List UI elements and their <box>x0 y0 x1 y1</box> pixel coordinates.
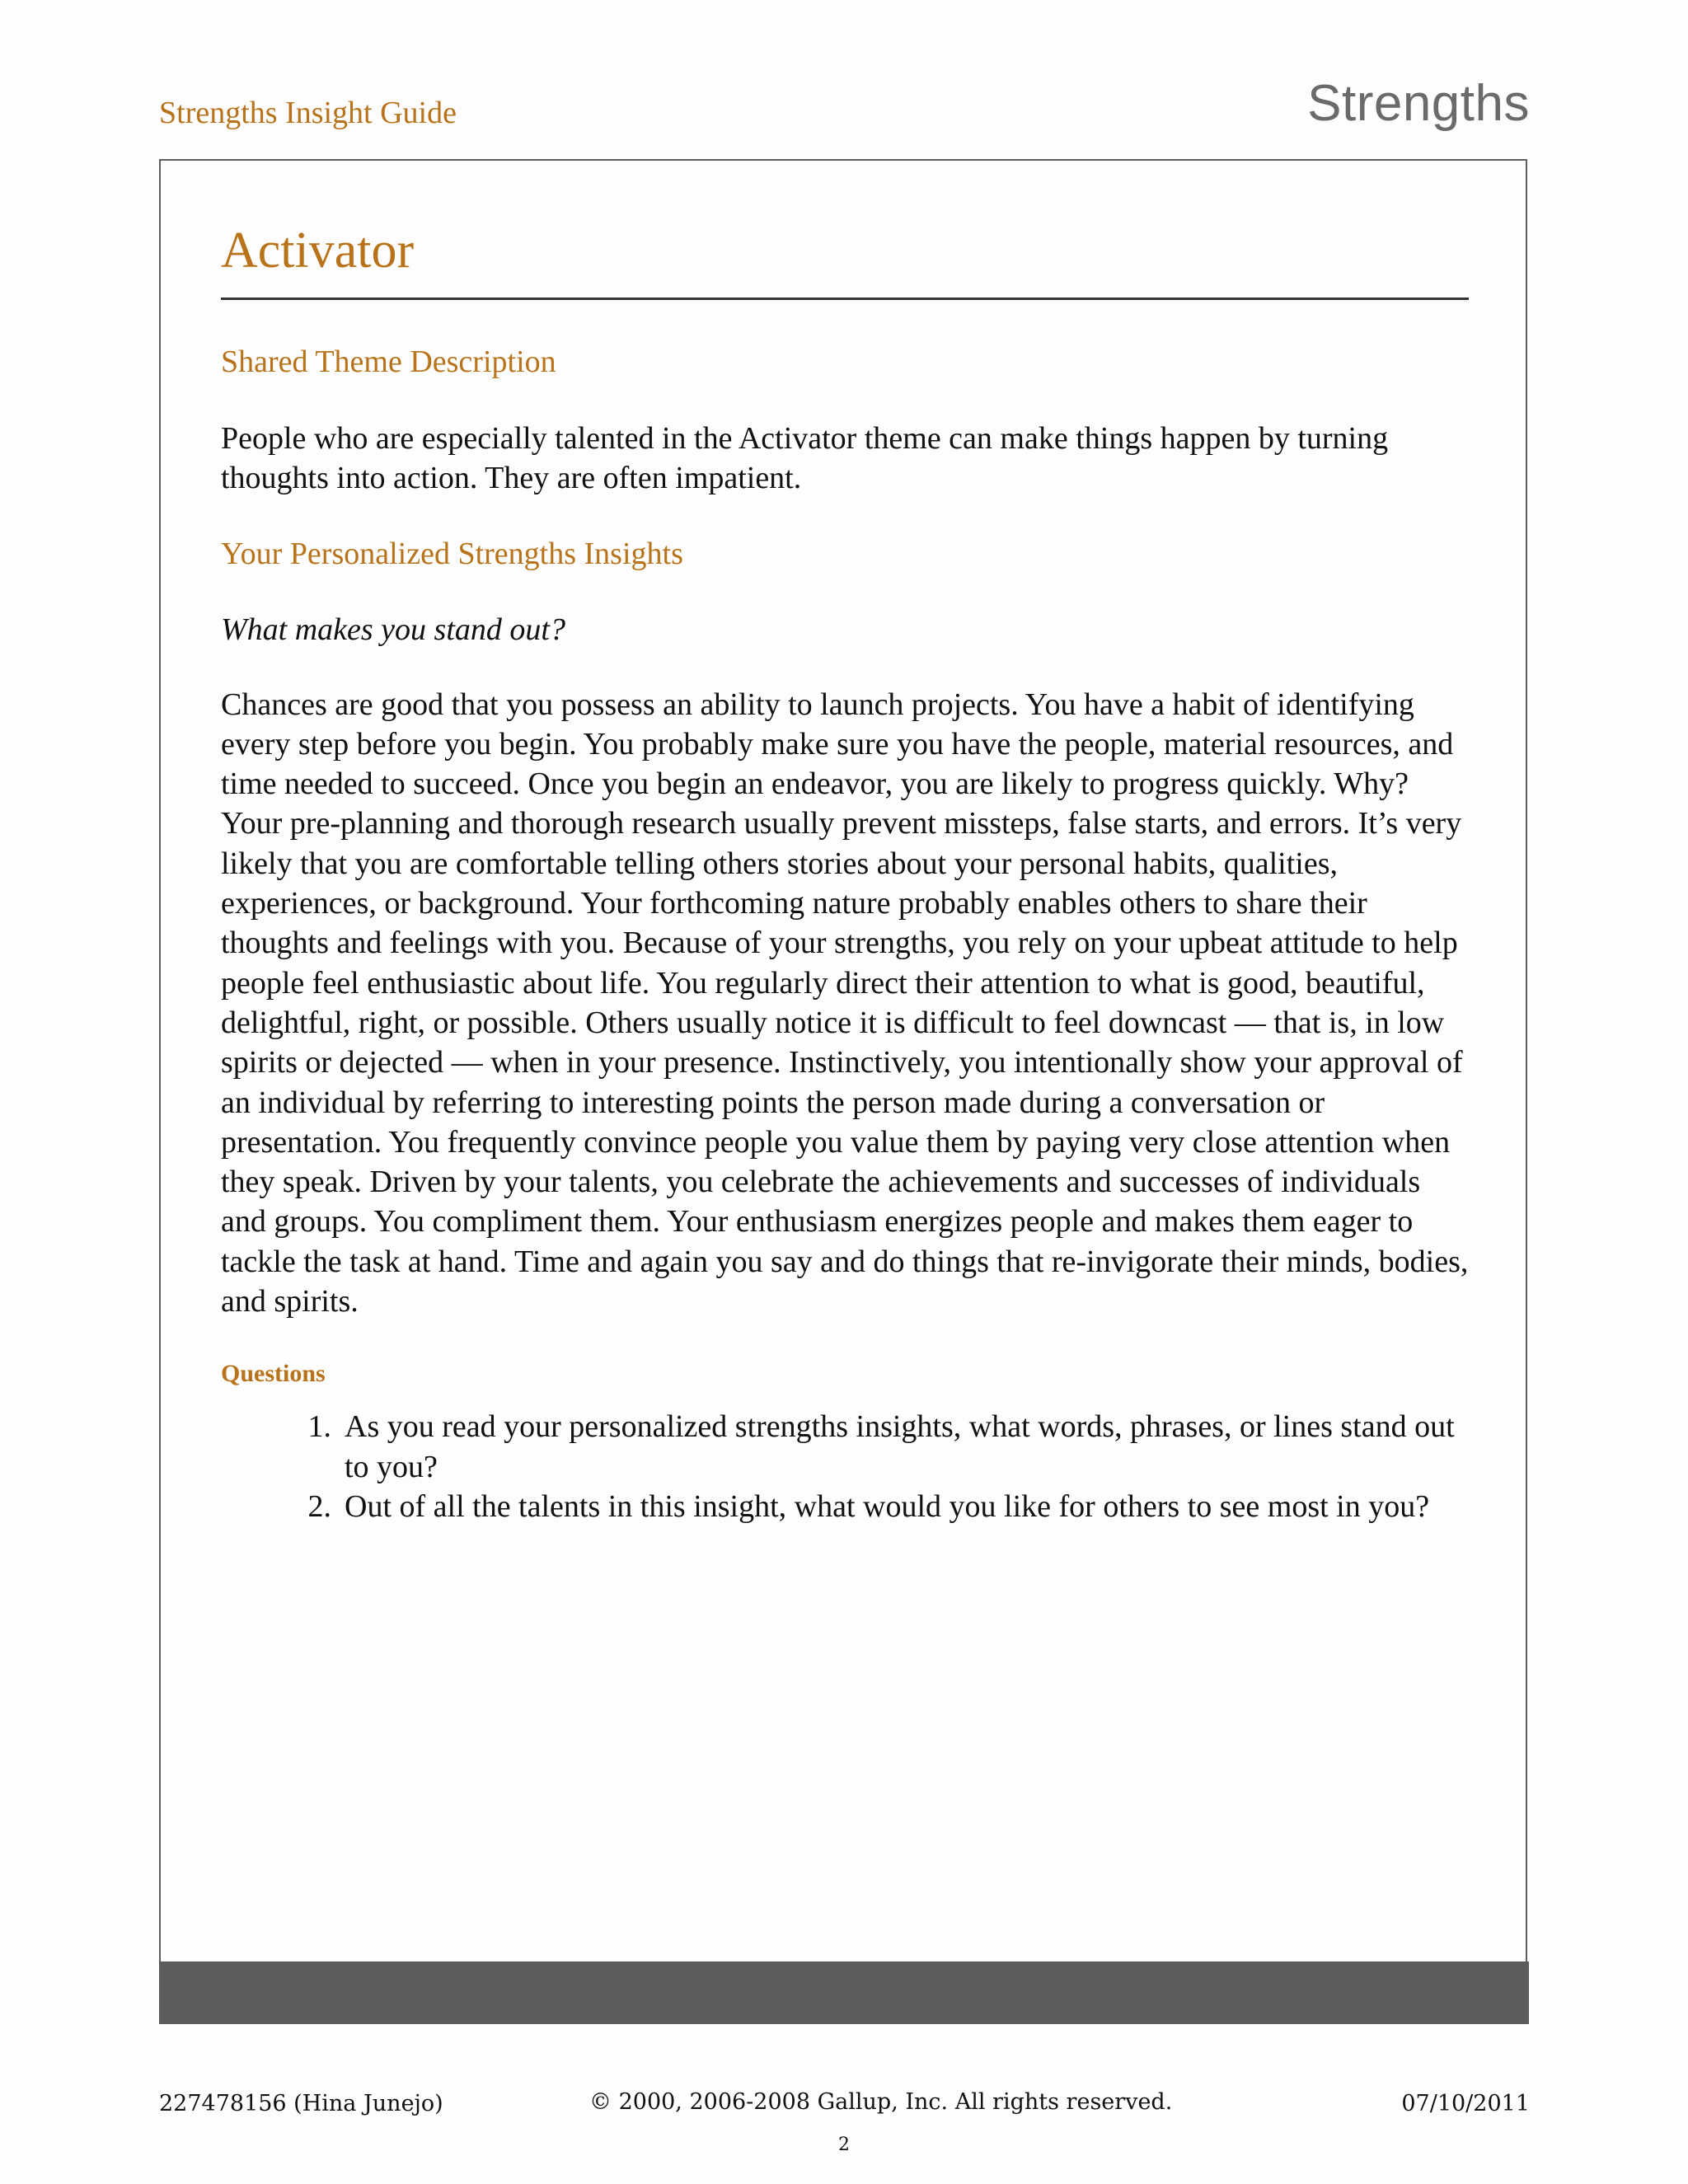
question-text: Out of all the talents in this insight, what would you like for others to see most in you? <box>345 1488 1430 1524</box>
insights-heading: Your Personalized Strengths Insights <box>221 536 683 571</box>
title-divider <box>221 298 1469 300</box>
question-item <box>221 1487 1470 1526</box>
questions-list <box>221 1407 1470 1526</box>
footer-date: 07/10/2011 <box>1401 2091 1530 2116</box>
shared-theme-description: People who are especially talented in the Activator theme can make things happen by turning thoughts into action. They are often impatient. <box>221 421 1389 496</box>
shared-theme-heading: Shared Theme Description <box>221 344 556 379</box>
insights-paragraph: Chances are good that you possess an ability to launch projects. You have a habit of identifying every step before you begin. You probably make sure you have the people, material resources, and time needed to succeed. Once you begin an endeavor, you are likely to progress quickly. Why? Your pre-planning and thorough research usually prevent missteps, false starts, and errors. It’s very likely that you are comfortable telling others stories about your personal habits, qualities, experiences, or background. Your forthcoming nature probably enables others to share their thoughts and feelings with you. Because of your strengths, you rely on your upbeat attitude to help people feel enthusiastic about life. You regularly direct their attention to what is good, beautiful, delightful, right, or possible. Others usually notice it is difficult to feel downcast — that is, in low spirits or dejected — when in your presence. Instinctively, you intentionally show your approval of an individual by referring to interesting points the person made during a conversation or presentation. You frequently convince people you value them by paying very close attention when they speak. Driven by your talents, you celebrate the achievements and successes of individuals and groups. You compliment them. Your enthusiasm energizes people and makes them eager to tackle the task at hand. Time and again you say and do things that re-invigorate their minds, bodies, and spirits. <box>221 687 1469 1319</box>
theme-content <box>221 218 1470 1526</box>
brand-wordmark: Strengths <box>1307 75 1530 132</box>
footer-copyright: © 2000, 2006-2008 Gallup, Inc. All rights reserved. <box>589 2089 1173 2115</box>
stand-out-question: What makes you stand out? <box>221 612 565 647</box>
question-number: 2. <box>307 1488 331 1524</box>
frame-footer-bar <box>159 1961 1529 2024</box>
question-item <box>221 1407 1470 1487</box>
question-number: 1. <box>307 1409 331 1445</box>
question-text: As you read your personalized strengths insights, what words, phrases, or lines stand out to you? <box>345 1409 1455 1484</box>
questions-heading: Questions <box>221 1360 326 1388</box>
guide-title: Strengths Insight Guide <box>159 96 457 130</box>
page-number: 2 <box>838 2135 850 2155</box>
footer-user-id: 227478156 (Hina Junejo) <box>159 2091 443 2116</box>
theme-title: Activator <box>221 223 415 279</box>
